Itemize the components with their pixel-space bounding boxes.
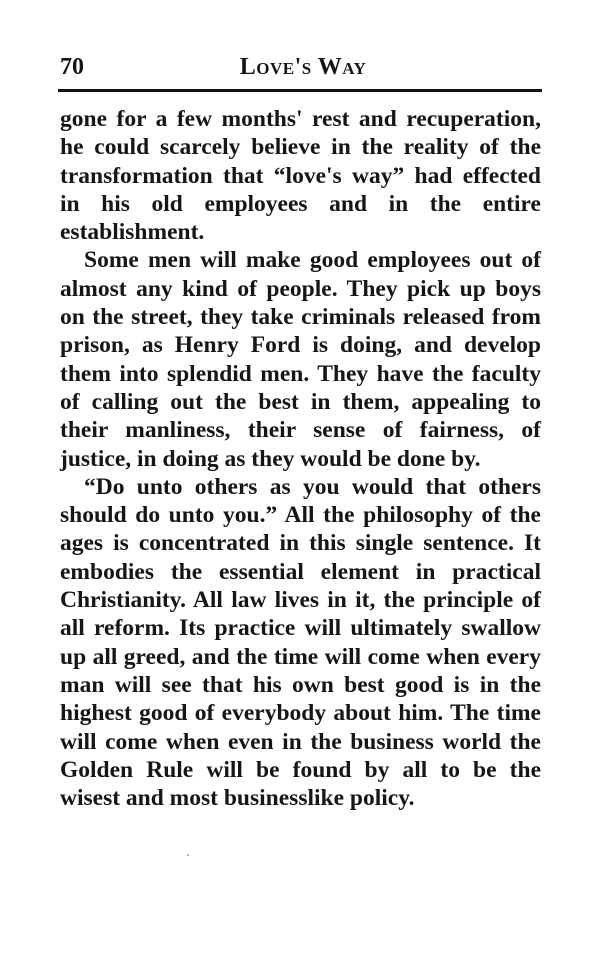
- paragraph-golden-rule: “Do unto others as you would that others should do unto you.” All the philosophy of the ages is concentrated in this single sentence. It embodies the essential element in practical Christianity. All law lives in it, the principle of all reform. Its practice will ultimately swallow up all greed, and the time will come when every man will see that his own best good is in the highest good of everybody about him. The time will come when even in the business world the Golden Rule will be found by all to be the wisest and most businesslike policy.: [60, 473, 541, 812]
- header-rule: [58, 89, 542, 92]
- running-title: Love's Way: [239, 54, 367, 80]
- body-text: [60, 105, 541, 812]
- print-speck: [187, 854, 189, 856]
- paragraph-employees: Some men will make good employees out of almost any kind of people. They pick up boys on the street, they take criminals released from prison, as Henry Ford is doing, and develop them into splendid men. They have the faculty of calling out the best in them, appealing to their manliness, their sense of fairness, of justice, in doing as they would be done by.: [60, 247, 541, 472]
- running-head: [60, 50, 540, 84]
- paragraph-continued: gone for a few months' rest and recuperation, he could scarcely believe in the reality of the transformation that “love's way” had effected in his old employees and in the entire establishment.: [60, 106, 541, 246]
- page-number: 70: [60, 54, 84, 80]
